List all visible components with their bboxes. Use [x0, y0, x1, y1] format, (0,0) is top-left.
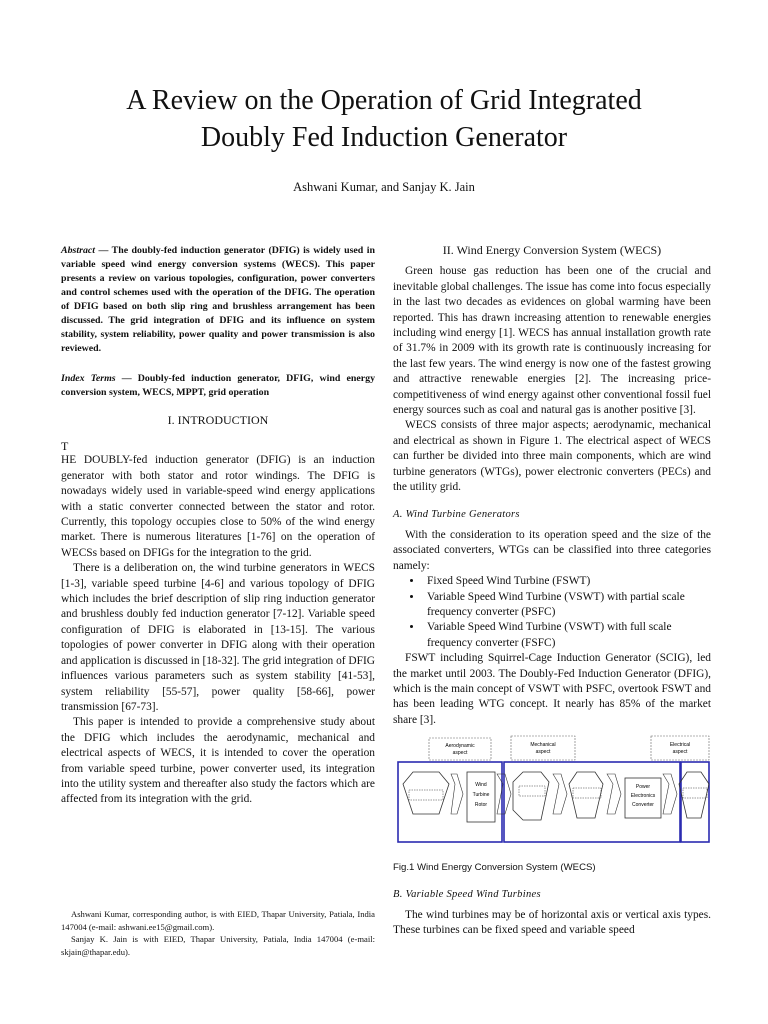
drop-cap: T [61, 439, 69, 454]
fswt-paragraph: FSWT including Squirrel-Cage Induction Generator (SCIG), led the market until 2003. The Doubly-Fed Induction Generator (DFIG), which is the main concept of VSWT with PSFC, overtook FSWT and has been leading WTG concept. It nearly has 85% of the market share [3]. [393, 652, 711, 726]
footnote-2: Sanjay K. Jain is with EIED, Thapar University, Patiala, India 147004 (e-mail: skjain@thapar.edu). [61, 934, 375, 957]
right-column [393, 243, 711, 939]
index-terms [61, 372, 375, 400]
index-terms-label: Index Terms [61, 373, 116, 384]
svg-text:Wind: Wind [475, 782, 487, 789]
list-item: • Fixed Speed Wind Turbine (FSWT) [423, 574, 711, 589]
wind-block [403, 772, 449, 814]
svg-text:Turbine: Turbine [472, 792, 490, 799]
abstract [61, 244, 375, 356]
generator-block [569, 772, 603, 818]
svg-text:aspect: aspect [452, 750, 468, 757]
wecs-paragraph-2: WECS consists of three major aspects; aerodynamic, mechanical and electrical as shown in Figure 1. The electrical aspect of WECS can further be divided into three main components, which are wind turbine generators (WTGs), power electronic converters (PECs) and the utility grid. [393, 419, 711, 494]
paper-title [60, 82, 708, 156]
mech-label: Mechanical [530, 742, 556, 749]
title-line-1: A Review on the Operation of Grid Integrated [126, 85, 642, 116]
section-2-heading: II. Wind Energy Conversion System (WECS) [442, 243, 662, 257]
aero-label-box [429, 738, 491, 760]
intro-paragraph-1: HE DOUBLY-fed induction generator (DFIG) is an induction generator with both stator and rotor windings. The DFIG is nowadays widely used in variable-speed wind energy applications with a static converter connected between the stator and rotor. Currently, this topology occupies close to 50% of the wind energy market. There is numerous literatures [1-76] on the operation of WECSs based on DFIGs for the integration to the grid. [61, 454, 375, 559]
wecs-figure [393, 734, 713, 846]
svg-text:Power: Power [635, 784, 651, 791]
footnotes [61, 908, 375, 958]
vswt-paragraph: The wind turbines may be of horizontal axis or vertical axis types. These turbines can be fixed speed and variable speed [393, 909, 711, 937]
intro-paragraph-3: This paper is intended to provide a comprehensive study about the DFIG which includes the aerodynamic, mechanical and electrical aspects of WECS, it is intended to cover the operation from variable speed turbine, power converter used, its integration into the utility system and thereafter also study the factors which are affected from its integration with the grid. [61, 716, 375, 806]
title-line-2: Doubly Fed Induction Generator [200, 122, 568, 153]
subsection-b-heading: B. Variable Speed Wind Turbines [393, 888, 541, 900]
aero-label: Aerodynamic [445, 743, 475, 750]
svg-text:Electronics: Electronics [630, 793, 656, 800]
section-1-heading: I. INTRODUCTION [167, 413, 269, 427]
figure-caption: Fig.1 Wind Energy Conversion System (WECS) [393, 862, 596, 874]
elec-label: Electrical [669, 742, 691, 749]
intro-paragraph-2: There is a deliberation on, the wind turbine generators in WECS [1-3], variable speed turbine [4-6] and various topology of DFIG which includes the brief description of slip ring induction generator and brushless doubly fed induction generator [7-12]. Variable speed configuration of DFIG is elaborated in [13-15]. The various topologies of power converter in DFIG along with their operation and application is discussed in [18-32]. The grid integration of DFIG influences various parameters such as system stability [41-53], system reliability [55-57], power quality [58-66], power transmission [67-73]. [61, 562, 375, 713]
elec-label-box [651, 736, 709, 760]
svg-text:aspect: aspect [535, 749, 551, 756]
index-terms-text: — Doubly-fed induction generator, DFIG, wind energy conversion system, WECS, MPPT, grid operation [61, 373, 376, 398]
wecs-paragraph-1: Green house gas reduction has been one of the crucial and inevitable global challenges. The issue has come into focus especially in the last two decades as evidences on global warming have been reported. This has drawn increasing attention to renewable energies including wind energy [1]. WECS has annual installation growth rate of 31.7% in 2009 with its growth rate is continuously increasing for the last few years. The wind energy is now one of the fastest growing and attractive renewable energies [2]. The increasing price-competitiveness of wind energy against other conventional fossil fuel energy sources such as coal and natural gas is another positive [3]. [393, 265, 711, 417]
svg-text:Rotor: Rotor [474, 802, 488, 809]
abstract-label: Abstract [61, 245, 96, 256]
list-item: • Variable Speed Wind Turbine (VSWT) with full scale frequency converter (FSFC) [423, 620, 711, 651]
mech-label-box [511, 736, 575, 760]
wecs-block-diagram [393, 734, 713, 846]
wtg-intro: With the consideration to its operation speed and the size of the associated converters, WTGs can be classified into three categories namely: [393, 528, 711, 572]
subsection-a-heading: A. Wind Turbine Generators [393, 508, 520, 520]
svg-text:aspect: aspect [672, 749, 688, 756]
wtg-categories-list [393, 574, 711, 651]
abstract-text: — The doubly-fed induction generator (DFIG) is widely used in variable speed wind energy conversion systems (WECS). This paper presents a review on various topologies, configuration, power converters and control schemes used with the operation of the DFIG. The operation of DFIG based on both slip ring and brushless arrangement has been discussed. The grid integration of DFIG and its influence on system stability, system reliability, power quality and power transmission is also reviewed. [61, 245, 375, 354]
svg-text:Converter: Converter [632, 802, 654, 809]
utility-grid-block [679, 772, 709, 818]
list-item: • Variable Speed Wind Turbine (VSWT) with partial scale frequency converter (PSFC) [423, 590, 711, 621]
left-column [61, 244, 375, 808]
authors: Ashwani Kumar, and Sanjay K. Jain [293, 180, 475, 194]
footnote-1: Ashwani Kumar, corresponding author, is with EIED, Thapar University, Patiala, India 147004 (e-mail: ashwani.ee15@gmail.com). [61, 909, 375, 932]
